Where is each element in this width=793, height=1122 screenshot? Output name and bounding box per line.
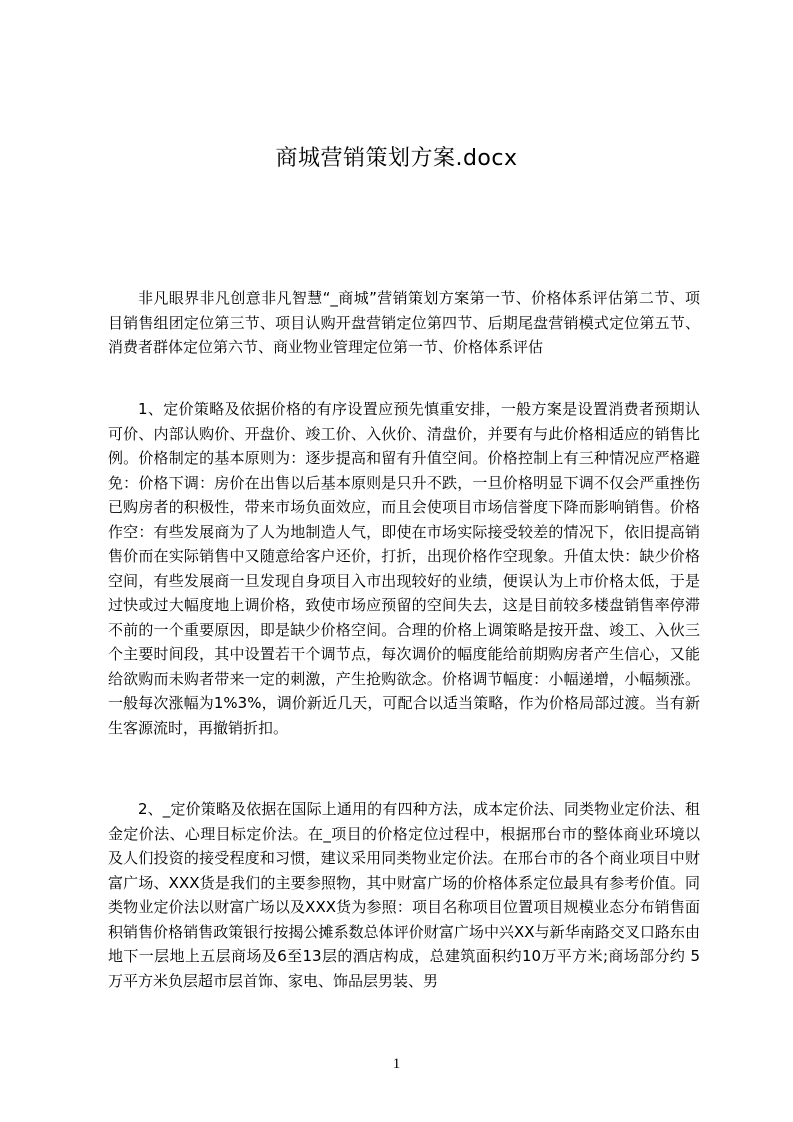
paragraph-pricing-methods: 2、_定价策略及依据在国际上通用的有四种方法，成本定价法、同类物业定价法、租金定价法、心理目标定价法。在_项目的价格定位过程中，根据邢台市的整体商业环境以及人们投资的接受程度和习惯，建议采用同类物业定价法。在邢台市的各个商业项目中财富广场、XXX货是我们的主要参照物，其中财富广场的价格体系定位最具有参考价值。同类物业定价法以财富广场以及XXX货为参照：项目名称项目位置项目规模业态分布销售面积销售价格销售政策银行按揭公摊系数总体评价财富广场中兴XX与新华南路交叉口路东由地下一层地上五层商场及6至13层的酒店构成，总建筑面积约10万平方米;商场部分约 5万平方米负层超市层首饰、家电、饰品层男装、男	[108, 800, 700, 990]
document-title: 商城营销策划方案.docx	[275, 146, 518, 171]
paragraph-pricing-strategy: 1、定价策略及依据价格的有序设置应预先慎重安排，一般方案是设置消费者预期认可价、内部认购价、开盘价、竣工价、入伙价、清盘价，并要有与此价格相适应的销售比例。价格制定的基本原则为：逐步提高和留有升值空间。价格控制上有三种情况应严格避免：价格下调：房价在出售以后基本原则是只升不跌，一旦价格明显下调不仅会严重挫伤已购房者的积极性，带来市场负面效应，而且会使项目市场信誉度下降而影响销售。价格作空：有些发展商为了人为地制造人气，即使在市场实际接受较差的情况下，依旧提高销售价而在实际销售中又随意给客户还价，打折，出现价格作空现象。升值太快：缺少价格空间，有些发展商一旦发现自身项目入市出现较好的业绩，便误认为上市价格太低，于是过快或过大幅度地上调价格，致使市场应预留的空间失去，这是目前较多楼盘销售率停滞不前的一个重要原因，即是缺少价格空间。合理的价格上调策略是按开盘、竣工、入伙三个主要时间段，其中设置若干个调节点，每次调价的幅度能给前期购房者产生信心，又能给欲购而未购者带来一定的刺激，产生抢购欲念。价格调节幅度：小幅递增，小幅频涨。一般每次涨幅为1%3%，调价新近几天，可配合以适当策略，作为价格局部过渡。当有新生客源流时，再撤销折扣。	[108, 400, 700, 737]
page-number: 1	[392, 1056, 401, 1072]
paragraph-intro: 非凡眼界非凡创意非凡智慧“_商城”营销策划方案第一节、价格体系评估第二节、项目销售组团定位第三节、项目认购开盘营销定位第四节、后期尾盘营销模式定位第五节、消费者群体定位第六节、商业物业管理定位第一节、价格体系评估	[108, 289, 700, 356]
